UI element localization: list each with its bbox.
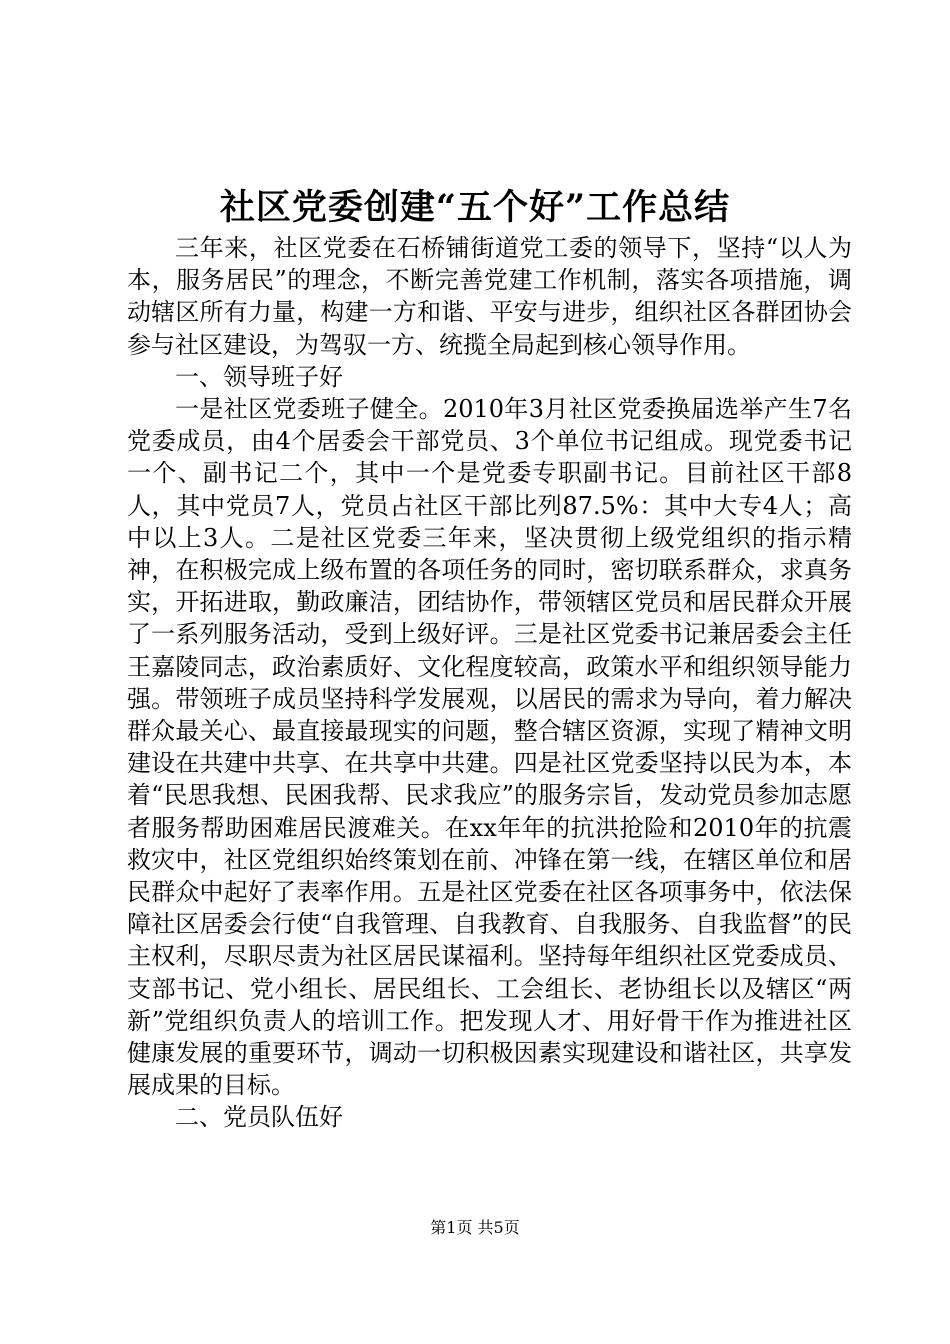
document-body: [127, 232, 852, 1134]
section-heading-leadership: 一、领导班子好: [175, 362, 343, 391]
page-footer: 第1页 共5页: [430, 1218, 520, 1237]
document-title: 社区党委创建“五个好”工作总结: [219, 187, 731, 228]
section-heading-party-members: 二、党员队伍好: [175, 1103, 343, 1132]
section-body-leadership: 一是社区党委班子健全。2010年3月社区党委换届选举产生7名党委成员，由4个居委会干部党员、3个单位书记组成。现党委书记一个、副书记二个，其中一个是党委专职副书记。目前社区干部8人，其中党员7人，党员占社区干部比列87.5%：其中大专4人；高中以上3人。二是社区党委三年来，坚决贯彻上级党组织的指示精神，在积极完成上级布置的各项任务的同时，密切联系群众，求真务实，开拓进取，勤政廉洁，团结协作，带领辖区党员和居民群众开展了一系列服务活动，受到上级好评。三是社区党委书记兼居委会主任王嘉陵同志，政治素质好、文化程度较高，政策水平和组织领导能力强。带领班子成员坚持科学发展观，以居民的需求为导向，着力解决群众最关心、最直接最现实的问题，整合辖区资源，实现了精神文明建设在共建中共享、在共享中共建。四是社区党委坚持以民为本，本着“民思我想、民困我帮、民求我应”的服务宗旨，发动党员参加志愿者服务帮助困难居民渡难关。在xx年年的抗洪抢险和2010年的抗震救灾中，社区党组织始终策划在前、冲锋在第一线，在辖区单位和居民群众中起好了表率作用。五是社区党委在社区各项事务中，依法保障社区居委会行使“自我管理、自我教育、自我服务、自我监督”的民主权利，尽职尽责为社区居民谋福利。坚持每年组织社区党委成员、支部书记、党小组长、居民组长、工会组长、老协组长以及辖区“两新”党组织负责人的培训工作。把发现人才、用好骨干作为推进社区健康发展的重要环节，调动一切积极因素实现建设和谐社区，共享发展成果的目标。: [127, 395, 852, 1100]
intro-paragraph: 三年来，社区党委在石桥铺街道党工委的领导下，坚持“以人为本，服务居民”的理念，不断完善党建工作机制，落实各项措施，调动辖区所有力量，构建一方和谐、平安与进步，组织社区各群团协会参与社区建设，为驾驭一方、统揽全局起到核心领导作用。: [127, 234, 852, 359]
